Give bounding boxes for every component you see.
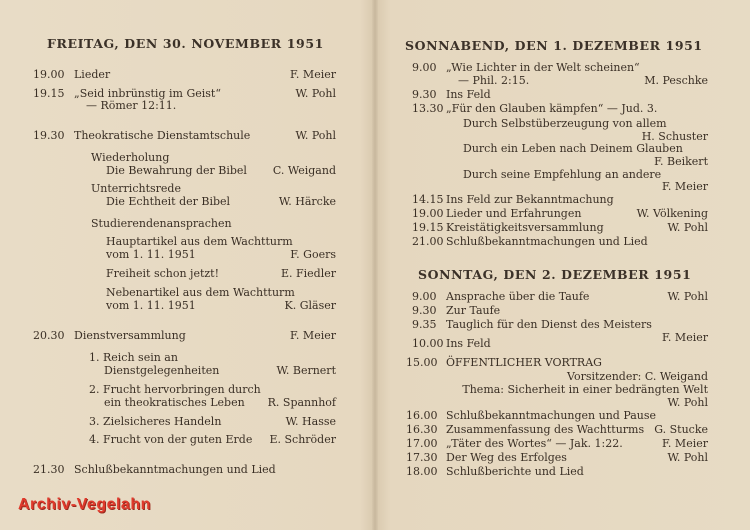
saturday-heading: SONNABEND, DEN 1. DEZEMBER 1951 — [405, 38, 703, 53]
archive-watermark: Archiv-Vegelahn — [18, 496, 151, 513]
friday-heading: FREITAG, DEN 30. NOVEMBER 1951 — [47, 36, 324, 51]
sunday-heading: SONNTAG, DEN 2. DEZEMBER 1951 — [418, 267, 692, 282]
page-fold — [372, 0, 378, 530]
program-sheet: FREITAG, DEN 30. NOVEMBER 1951 19.00 Lieder F. Meier 19.15 „Seid inbrünstig im Geist“ W. Pohl — Römer 12:11. 19.30 Theokratische Dienstamtschule W. Pohl Wiederholung Die Bewahrung der Bibel C. Weigand Unterrichtsrede Die Echtheit der Bibel W. Härcke Studierendenansprachen Hauptartikel aus dem Wachtturm vom 1. 11. 1951 F. Goers Freiheit schon jetzt! E. Fiedler Nebenartikel aus dem Wachtturm vom 1. 11. 1951 K. Gläser 20.30 Dienstversammlung F. Meier 1. Reich sein an Dienstgelegenheiten W. Bernert 2. Frucht hervorbringen durch ein theokratisches Leben R. Spannhof 3. Zielsicheres Handeln W. Hasse 4. Frucht von der guten Erde E. Schröder 21.30 Schlußbekanntmachungen und Lied Archiv-Vegelahn SONNABEND, DEN 1. DEZEMBER 1951 9.00 „Wie Lichter in der Welt scheinen“ — Phil. 2:15. M. Peschke 9.30 Ins Feld 13.30 „Für den Glauben kämpfen“ — Jud. 3. Durch Selbstüberzeugung von allem H. Schuster Durch ein Leben nach Deinem Glauben F. Beikert Durch seine Empfehlung an andere F. Meier 14.15 Ins Feld zur Bekanntmachung 19.00 Lieder und Erfahrungen W. Völkening 19.15 Kreistätigkeitsversammlung W. Pohl 21.00 Schlußbekanntmachungen und Lied SONNTAG, DEN 2. DEZEMBER 1951 9.00 Ansprache über die Taufe W. Pohl 9.30 Zur Taufe 9.35 Tauglich für den Dienst des Meisters F. Meier 10.00 Ins Feld 15.00 ÖFFENTLICHER VORTRAG Vorsitzender: C. Weigand Thema: Sicherheit in einer bedrängten Welt W. Pohl 16.00 Schlußbekanntmachungen und Pause 16.30 Zusammenfassung des Wachtturms G. Stucke 17.00 „Täter des Wortes“ — Jak. 1:22. F. Meier 17.30 Der Weg des Erfolges W. Pohl 18.00 Schlußberichte und Lied — [0, 0, 750, 530]
